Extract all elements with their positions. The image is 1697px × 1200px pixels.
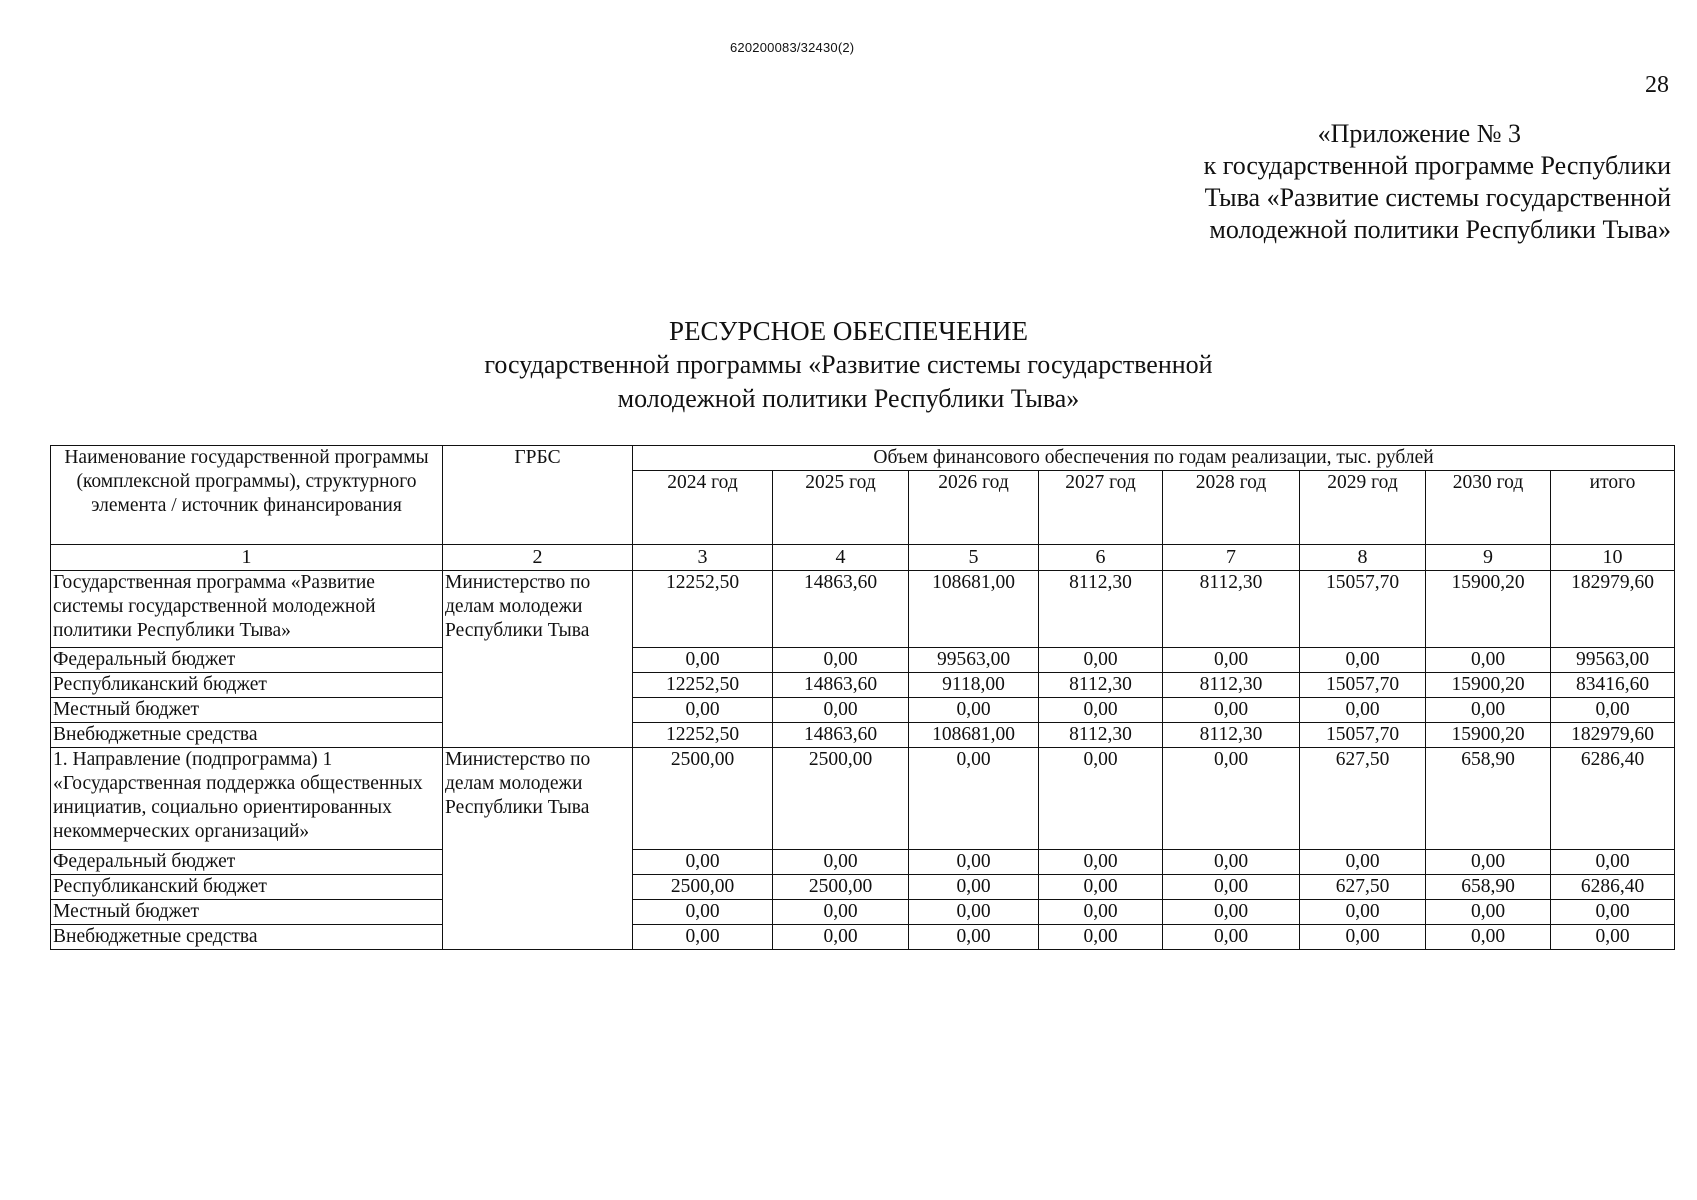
program-row xyxy=(51,571,1675,648)
value-cell: 0,00 xyxy=(909,748,1039,850)
total-cell: 182979,60 xyxy=(1551,723,1675,748)
resource-table xyxy=(50,445,1675,950)
value-cell: 0,00 xyxy=(633,850,773,875)
funding-source-row xyxy=(51,723,1675,748)
value-cell: 2500,00 xyxy=(773,875,909,900)
header-year: 2025 год xyxy=(773,471,909,545)
value-cell: 0,00 xyxy=(1039,925,1163,950)
value-cell: 0,00 xyxy=(633,925,773,950)
header-volume: Объем финансового обеспечения по годам реализации, тыс. рублей xyxy=(633,446,1675,471)
value-cell: 8112,30 xyxy=(1039,723,1163,748)
value-cell: 12252,50 xyxy=(633,571,773,648)
header-year: 2026 год xyxy=(909,471,1039,545)
value-cell: 0,00 xyxy=(1300,850,1426,875)
funding-source-row xyxy=(51,900,1675,925)
total-cell: 182979,60 xyxy=(1551,571,1675,648)
value-cell: 0,00 xyxy=(773,698,909,723)
funding-source-name: Местный бюджет xyxy=(51,698,443,723)
value-cell: 0,00 xyxy=(1300,900,1426,925)
header-year: 2024 год xyxy=(633,471,773,545)
program-name: Государственная программа «Развитие системы государственной молодежной политики Республики Тыва» xyxy=(51,571,443,648)
column-number: 2 xyxy=(443,545,633,571)
value-cell: 15900,20 xyxy=(1426,673,1551,698)
value-cell: 0,00 xyxy=(773,648,909,673)
value-cell: 12252,50 xyxy=(633,673,773,698)
appendix-line-3: Тыва «Развитие системы государственной xyxy=(1204,183,1671,212)
value-cell: 99563,00 xyxy=(909,648,1039,673)
value-cell: 0,00 xyxy=(1039,648,1163,673)
header-name: Наименование государственной программы (комплексной программы), структурного элемента / источник финансирования xyxy=(51,446,443,545)
appendix-line-2: к государственной программе Республики xyxy=(1203,151,1671,180)
value-cell: 9118,00 xyxy=(909,673,1039,698)
column-numbers-row xyxy=(51,545,1675,571)
value-cell: 108681,00 xyxy=(909,723,1039,748)
funding-source-name: Внебюджетные средства xyxy=(51,723,443,748)
value-cell: 14863,60 xyxy=(773,571,909,648)
program-row xyxy=(51,748,1675,850)
funding-source-row xyxy=(51,875,1675,900)
appendix-line-1: «Приложение № 3 xyxy=(1317,119,1521,148)
value-cell: 108681,00 xyxy=(909,571,1039,648)
total-cell: 99563,00 xyxy=(1551,648,1675,673)
column-number: 3 xyxy=(633,545,773,571)
value-cell: 0,00 xyxy=(1039,875,1163,900)
header-total: итого xyxy=(1551,471,1675,545)
value-cell: 0,00 xyxy=(1163,875,1300,900)
value-cell: 14863,60 xyxy=(773,673,909,698)
value-cell: 0,00 xyxy=(909,925,1039,950)
value-cell: 15900,20 xyxy=(1426,723,1551,748)
total-cell: 6286,40 xyxy=(1551,748,1675,850)
value-cell: 627,50 xyxy=(1300,748,1426,850)
header-year: 2030 год xyxy=(1426,471,1551,545)
funding-source-row xyxy=(51,925,1675,950)
column-number: 8 xyxy=(1300,545,1426,571)
value-cell: 0,00 xyxy=(1300,698,1426,723)
value-cell: 0,00 xyxy=(1039,900,1163,925)
document-title xyxy=(0,314,1697,416)
value-cell: 0,00 xyxy=(1163,648,1300,673)
value-cell: 15057,70 xyxy=(1300,571,1426,648)
value-cell: 15900,20 xyxy=(1426,571,1551,648)
value-cell: 0,00 xyxy=(1039,698,1163,723)
appendix-reference xyxy=(1111,118,1671,246)
funding-source-name: Республиканский бюджет xyxy=(51,875,443,900)
column-number: 10 xyxy=(1551,545,1675,571)
value-cell: 2500,00 xyxy=(633,748,773,850)
total-cell: 6286,40 xyxy=(1551,875,1675,900)
value-cell: 15057,70 xyxy=(1300,673,1426,698)
value-cell: 0,00 xyxy=(1426,698,1551,723)
total-cell: 0,00 xyxy=(1551,925,1675,950)
value-cell: 0,00 xyxy=(633,900,773,925)
value-cell: 8112,30 xyxy=(1163,723,1300,748)
value-cell: 8112,30 xyxy=(1163,571,1300,648)
value-cell: 0,00 xyxy=(1300,648,1426,673)
value-cell: 0,00 xyxy=(773,925,909,950)
funding-source-row xyxy=(51,648,1675,673)
value-cell: 0,00 xyxy=(1426,850,1551,875)
title-line-3: молодежной политики Республики Тыва» xyxy=(617,384,1080,413)
value-cell: 0,00 xyxy=(1039,850,1163,875)
grbs-cell: Министерство по делам молодежи Республики Тыва xyxy=(443,571,633,748)
value-cell: 0,00 xyxy=(1039,748,1163,850)
value-cell: 627,50 xyxy=(1300,875,1426,900)
value-cell: 0,00 xyxy=(909,875,1039,900)
column-number: 6 xyxy=(1039,545,1163,571)
header-year: 2029 год xyxy=(1300,471,1426,545)
total-cell: 0,00 xyxy=(1551,698,1675,723)
column-number: 4 xyxy=(773,545,909,571)
value-cell: 0,00 xyxy=(773,900,909,925)
value-cell: 0,00 xyxy=(633,698,773,723)
column-number: 9 xyxy=(1426,545,1551,571)
funding-source-name: Местный бюджет xyxy=(51,900,443,925)
total-cell: 83416,60 xyxy=(1551,673,1675,698)
grbs-cell: Министерство по делам молодежи Республики Тыва xyxy=(443,748,633,950)
funding-source-row xyxy=(51,850,1675,875)
column-number: 7 xyxy=(1163,545,1300,571)
funding-source-name: Федеральный бюджет xyxy=(51,850,443,875)
value-cell: 15057,70 xyxy=(1300,723,1426,748)
value-cell: 0,00 xyxy=(1163,925,1300,950)
value-cell: 8112,30 xyxy=(1163,673,1300,698)
document-code: 620200083/32430(2) xyxy=(730,40,855,55)
appendix-line-4: молодежной политики Республики Тыва» xyxy=(1209,215,1671,244)
value-cell: 0,00 xyxy=(1426,648,1551,673)
value-cell: 0,00 xyxy=(1163,850,1300,875)
value-cell: 2500,00 xyxy=(633,875,773,900)
header-year: 2027 год xyxy=(1039,471,1163,545)
column-number: 5 xyxy=(909,545,1039,571)
value-cell: 2500,00 xyxy=(773,748,909,850)
title-line-1: РЕСУРСНОЕ ОБЕСПЕЧЕНИЕ xyxy=(669,316,1028,346)
header-year: 2028 год xyxy=(1163,471,1300,545)
value-cell: 0,00 xyxy=(1163,748,1300,850)
value-cell: 658,90 xyxy=(1426,875,1551,900)
header-row xyxy=(51,446,1675,471)
value-cell: 8112,30 xyxy=(1039,673,1163,698)
value-cell: 658,90 xyxy=(1426,748,1551,850)
funding-source-row xyxy=(51,673,1675,698)
funding-source-name: Республиканский бюджет xyxy=(51,673,443,698)
value-cell: 0,00 xyxy=(1426,900,1551,925)
value-cell: 0,00 xyxy=(633,648,773,673)
value-cell: 0,00 xyxy=(1163,698,1300,723)
value-cell: 0,00 xyxy=(909,900,1039,925)
funding-source-row xyxy=(51,698,1675,723)
value-cell: 0,00 xyxy=(909,698,1039,723)
funding-source-name: Федеральный бюджет xyxy=(51,648,443,673)
total-cell: 0,00 xyxy=(1551,900,1675,925)
title-line-2: государственной программы «Развитие системы государственной xyxy=(484,350,1213,379)
program-name: 1. Направление (подпрограмма) 1 «Государственная поддержка общественных инициатив, социально ориентированных некоммерческих организаций» xyxy=(51,748,443,850)
value-cell: 0,00 xyxy=(1163,900,1300,925)
value-cell: 0,00 xyxy=(1426,925,1551,950)
column-number: 1 xyxy=(51,545,443,571)
value-cell: 0,00 xyxy=(773,850,909,875)
total-cell: 0,00 xyxy=(1551,850,1675,875)
page-number: 28 xyxy=(1645,72,1669,98)
value-cell: 0,00 xyxy=(909,850,1039,875)
header-grbs: ГРБС xyxy=(443,446,633,545)
value-cell: 0,00 xyxy=(1300,925,1426,950)
value-cell: 8112,30 xyxy=(1039,571,1163,648)
value-cell: 12252,50 xyxy=(633,723,773,748)
funding-source-name: Внебюджетные средства xyxy=(51,925,443,950)
value-cell: 14863,60 xyxy=(773,723,909,748)
